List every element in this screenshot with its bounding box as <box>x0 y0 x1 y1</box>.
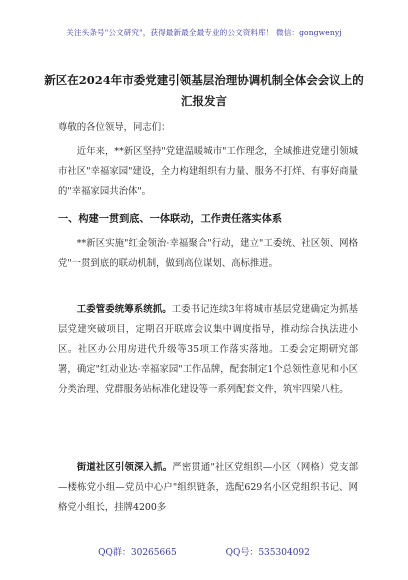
paragraph-section-a <box>58 300 358 400</box>
section-b-lead: 街道社区引领深入抓。 <box>76 462 173 473</box>
section-a-text: 工委书记连续3年将城市基层党建确定为抓基层党建突破项目，定期召开联席会议集中调度指导，推动综合执法进小区。社区办公用房进代升级等35项工作落实落地。工委会定期研究部署，确定"红动业达·幸福家园"工作品牌，配套制定1个总领性意见和小区分类治理、党群服务站标准化建设等一系列配套文件，筑牢四梁八柱。 <box>58 304 358 395</box>
section-b-text: 严密贯通"社区党组织—小区（网格）党支部—楼栋党小组—党员中心户"组织链条，选配629名小区党组织书记、网格党小组长，挂牌4200多 <box>58 462 358 513</box>
header-banner: 关注头条号"公文研究"，获得最新最全最专业的公文资料库！ 微信：gongwenyj <box>66 28 342 37</box>
salutation: 尊敬的各位领导，同志们： <box>58 122 171 133</box>
footer-qq-number: QQ号：535304092 <box>225 548 310 558</box>
document-title: 新区在2024年市委党建引领基层治理协调机制全体会会议上的汇报发言 <box>44 73 364 108</box>
section-heading: 一、构建一贯到底、一体联动，工作责任落实体系 <box>58 213 283 225</box>
paragraph-mechanism: **新区实施"红金领治·幸福聚合"行动，建立"工委统、社区领、网格党"一贯到底的联动机制，做到高位谋划、高标推进。 <box>58 238 358 269</box>
footer-contact <box>0 545 408 558</box>
paragraph-intro: 近年来，**新区坚持"党建温暖城市"工作理念，全域推进党建引领城市社区"幸福家园"建设，全力构建组织有力量、服务不打烊、有事好商量的"幸福家园共治体"。 <box>58 146 358 197</box>
footer-qq-group: QQ群：30265665 <box>98 548 177 558</box>
section-a-lead: 工委管委统筹系统抓。 <box>76 304 172 315</box>
paragraph-section-b <box>58 458 358 518</box>
